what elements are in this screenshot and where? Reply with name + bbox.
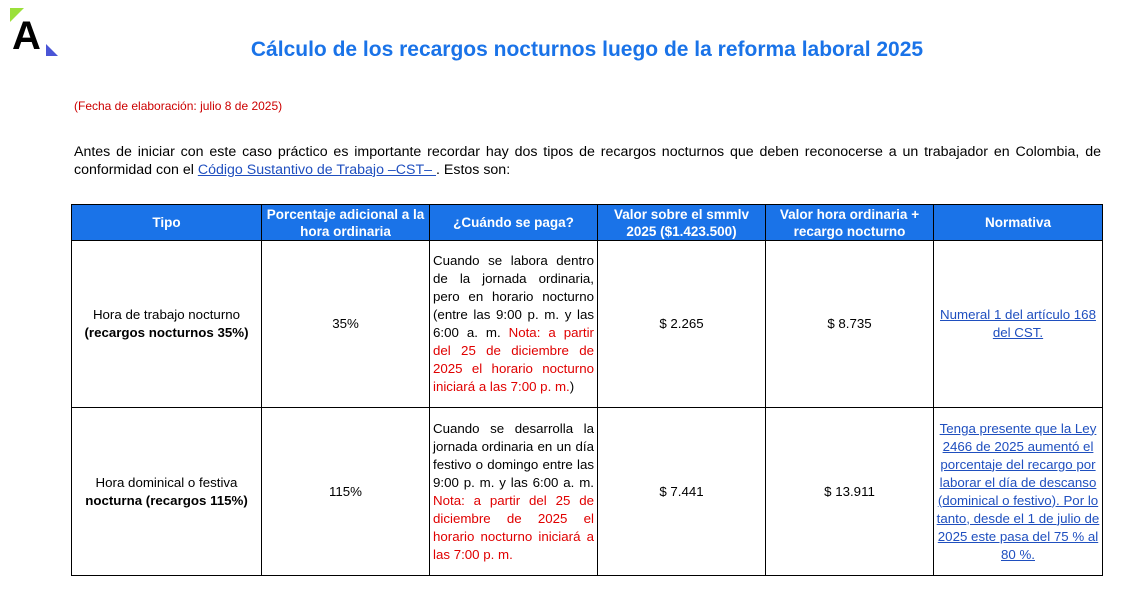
table-row	[72, 408, 1103, 576]
cell-porcentaje: 35%	[262, 241, 430, 408]
cell-valor-smmlv: $ 7.441	[598, 408, 766, 576]
header-porcentaje: Porcentaje adicional a la hora ordinaria	[262, 205, 430, 241]
date-note: (Fecha de elaboración: julio 8 de 2025)	[74, 99, 283, 113]
cell-porcentaje: 115%	[262, 408, 430, 576]
cell-tipo: Hora de trabajo nocturno (recargos nocturnos 35%)	[72, 241, 262, 408]
cell-cuando: Cuando se desarrolla la jornada ordinaria en un día festivo o domingo entre las 9:00 p. m. y las 6:00 a. m. Nota: a partir del 25 de diciembre de 2025 el horario nocturno iniciará a las 7:00 p. m.	[430, 408, 598, 576]
cell-normativa	[934, 408, 1103, 576]
intro-paragraph	[74, 143, 1101, 179]
header-cuando: ¿Cuándo se paga?	[430, 205, 598, 241]
page-title: Cálculo de los recargos nocturnos luego de la reforma laboral 2025	[250, 38, 924, 61]
table-header-row	[72, 205, 1103, 241]
cell-valor-smmlv: $ 2.265	[598, 241, 766, 408]
header-normativa: Normativa	[934, 205, 1103, 241]
cell-tipo: Hora dominical o festiva nocturna (recargos 115%)	[72, 408, 262, 576]
table-row	[72, 241, 1103, 408]
nota-text: Nota: a partir del 25 de diciembre de 2025 el horario nocturno iniciará a las 7:00 p. m.	[433, 325, 594, 394]
header-tipo: Tipo	[72, 205, 262, 241]
normativa-link[interactable]: Numeral 1 del artículo 168 del CST.	[940, 307, 1096, 340]
intro-text: Antes de iniciar con este caso práctico es importante recordar hay dos tipos de recargos nocturnos que deben reconocerse a un trabajador en Colombia, de conformidad con el	[74, 144, 1101, 178]
cell-cuando: Cuando se labora dentro de la jornada ordinaria, pero en horario nocturno (entre las 9:00 p. m. y las 6:00 a. m. Nota: a partir del 25 de diciembre de 2025 el horario nocturno iniciará a las 7:00 p. m.)	[430, 241, 598, 408]
cell-normativa	[934, 241, 1103, 408]
nota-text: Nota: a partir del 25 de diciembre de 2025 el horario nocturno iniciará a las 7:00 p. m.	[433, 492, 594, 562]
cell-valor-hora: $ 13.911	[766, 408, 934, 576]
header-valor-hora: Valor hora ordinaria + recargo nocturno	[766, 205, 934, 241]
cell-valor-hora: $ 8.735	[766, 241, 934, 408]
logo-letter: A	[12, 14, 41, 58]
normativa-link[interactable]: Tenga presente que la Ley 2466 de 2025 aumentó el porcentaje del recargo por laborar el día de descanso (dominical o festivo). Por lo tanto, desde el 1 de julio de 2025 este pasa del 75 % al 80 %.	[936, 420, 1100, 562]
recargos-table	[71, 204, 1103, 576]
cst-link[interactable]: Código Sustantivo de Trabajo –CST–	[197, 162, 437, 178]
intro-text-end: . Estos son:	[436, 162, 511, 178]
header-valor-smmlv: Valor sobre el smmlv 2025 ($1.423.500)	[598, 205, 766, 241]
